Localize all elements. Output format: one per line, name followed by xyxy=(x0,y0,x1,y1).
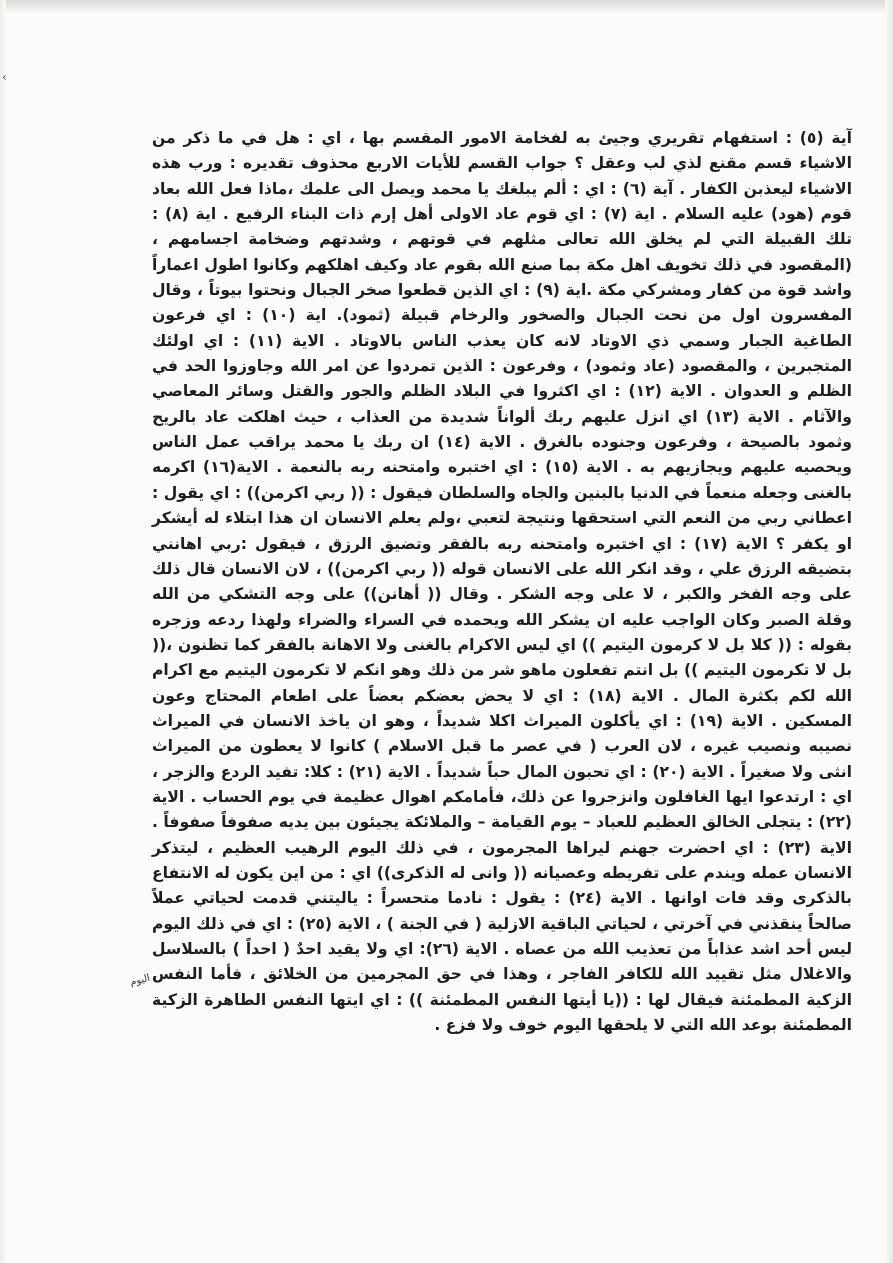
scan-shadow-left xyxy=(0,0,6,1263)
scan-shadow-top xyxy=(0,0,893,14)
margin-mark: ‹ xyxy=(2,70,7,84)
body-paragraph: آية (٥) : استفهام تقريري وجيئ به لفخامة الامور المقسم بها ، اي : هل في ما ذكر من الاشياء قسم مقنع لذي لب وعقل ؟ جواب القسم للأيات الاربع محذوف تقديره : ورب هذه الاشياء ليعذبن الكفار . آية (٦) : اي : ألم يبلغك يا محمد ويصل الى علمك ،ماذا فعل الله بعاد قوم (هود) عليه السلام . اية (٧) : اي قوم عاد الاولى أهل إرم ذات البناء الرفيع . اية (٨) : تلك القبيلة التي لم يخلق الله تعالى مثلهم في قوتهم ، وشدتهم وضخامة اجسامهم ،(المقصود في ذلك تخويف اهل مكة بما صنع الله بقوم عاد وكيف اهلكهم وكانوا اطول اعماراً واشد قوة من كفار ومشركي مكة .اية (٩) : اي الذين قطعوا صخر الجبال ونحتوا بيوتاً ، وقال المفسرون اول من نحت الجبال والصخور والرخام قبيلة (ثمود). اية (١٠) : اي فرعون الطاغية الجبار وسمي ذي الاوتاد لانه كان يعذب الناس بالاوتاد . الاية (١١) : اي اولئك المتجبرين ، والمقصود (عاد وثمود) ، وفرعون : الذين تمردوا عن امر الله وجاوزوا الحد في الظلم و العدوان . الاية (١٢) : اي اكثروا في البلاد الظلم والجور والقتل وسائر المعاصي والآثام . الاية (١٣) اي انزل عليهم ربك ألواناً شديدة من العذاب ، حيث اهلكت عاد بالريح وثمود بالصيحة ، وفرعون وجنوده بالغرق . الاية (١٤) ان ربك يا محمد يراقب عمل الناس ويحصيه عليهم ويجازيهم به . الاية (١٥) : اي اختبره وامتحنه ربه بالنعمة . الاية(١٦) اكرمه بالغنى وجعله منعماً في الدنيا بالبنين والجاه والسلطان فيقول : (( ربي اكرمن)) : اي يقول : اعطاني ربي من النعم التي استحقها ونتيجة لتعبي ،ولم يعلم الانسان ان هذا ابتلاء له أيشكر او يكفر ؟ الاية (١٧) : اي اختبره وامتحنه ربه بالفقر وتضيق الرزق ، فيقول :ربي اهانني بتضيقه الرزق علي ، وقد انكر الله على الانسان قوله (( ربي اكرمن)) ، لان الانسان قال ذلك على وجه الفخر والكبر ، لا على وجه الشكر . وقال (( أهانن)) على وجه التشكي من الله وقلة الصبر وكان الواجب عليه ان يشكر الله ويحمده في السراء والضراء ولهذا ردعه وزجره بقوله : (( كلا بل لا كرمون اليتيم )) اي ليس الاكرام بالغنى ولا الاهانة بالفقر كما تظنون ،(( بل لا تكرمون اليتيم )) بل انتم تفعلون ماهو شر من ذلك وهو انكم لا تكرمون اليتيم مع اكرام الله لكم بكثرة المال . الاية (١٨) : اي لا يحض بعضكم بعضاً على اطعام المحتاج وعون المسكين . الاية (١٩) : اي يأكلون الميراث اكلا شديداً ، وهو ان ياخذ الانسان في الميراث نصيبه ونصيب غيره ، لان العرب ( في عصر ما قبل الاسلام ) كانوا لا يعطون من الميراث انثى ولا صغيراً . الاية (٢٠) : اي تحبون المال حباً شديداً . الاية (٢١) : كلا: تفيد الردع والزجر ، اي : ارتدعوا ايها الغافلون وانزجروا عن ذلك، فأمامكم اهوال عظيمة في يوم الحساب . الاية (٢٢) : يتجلى الخالق العظيم للعباد – يوم القيامة – والملائكة يجيئون بين يديه صفوفاً صفوفاً . الاية (٢٣) : اي احضرت جهنم ليراها المجرمون ، في ذلك اليوم الرهيب العظيم ، ليتذكر الانسان عمله ويندم على تفريطه وعصيانه (( وانى له الذكرى)) اي : من اين يكون له الانتفاع بالذكرى وقد فات اوانها . الاية (٢٤) : يقول : نادما متحسراً : ياليتني قدمت لحياتي عملاً صالحاً ينقذني في آخرتي ، لحياتي الباقية الازلية ( في الجنة ) ، الاية (٢٥) : اي في ذلك اليوم ليس أحد اشد عذاباً من تعذيب الله من عصاه . الاية (٢٦): اي ولا يقيد احدٌ ( احداً ) بالسلاسل والاغلال مثل تقييد الله للكافر الفاجر ، وهذا في حق المجرمين من الخلائق ، فأما النفس الزكية المطمئنة فيقال لها : ((يا أيتها النفس المطمئنة )) : اي ايتها النفس الطاهرة الزكية المطمئنة بوعد الله التي لا يلحقها اليوم خوف ولا فزع . xyxy=(152,129,853,1035)
handwritten-margin-note: اليوم xyxy=(128,972,152,989)
scan-shadow-right xyxy=(885,0,893,1263)
